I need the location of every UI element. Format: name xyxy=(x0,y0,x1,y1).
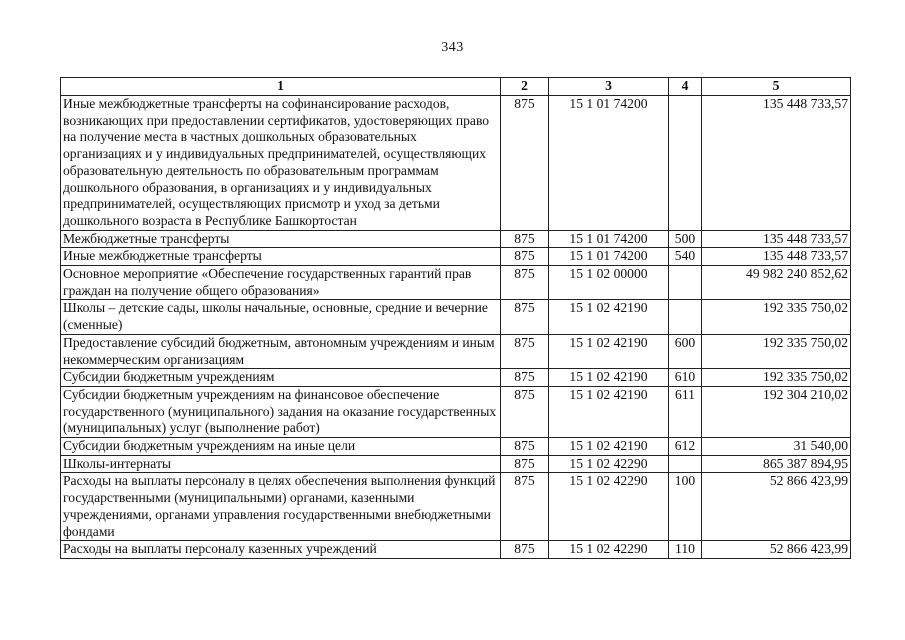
column-header-sum: 5 xyxy=(702,78,851,96)
table-row xyxy=(61,230,851,248)
row-sum: 31 540,00 xyxy=(702,438,851,456)
row-sum: 135 448 733,57 xyxy=(702,96,851,231)
row-vr: 610 xyxy=(669,369,702,387)
row-grbs: 875 xyxy=(501,96,549,231)
table-row xyxy=(61,455,851,473)
row-csr: 15 1 02 42190 xyxy=(549,386,669,437)
row-grbs: 875 xyxy=(501,438,549,456)
row-vr: 612 xyxy=(669,438,702,456)
row-csr: 15 1 02 42290 xyxy=(549,455,669,473)
row-csr: 15 1 02 42190 xyxy=(549,334,669,368)
row-grbs: 875 xyxy=(501,230,549,248)
row-name: Предоставление субсидий бюджетным, автономным учреждениям и иным некоммерческим организациям xyxy=(61,334,501,368)
row-name: Субсидии бюджетным учреждениям на иные цели xyxy=(61,438,501,456)
row-name: Расходы на выплаты персоналу в целях обеспечения выполнения функций государственными (муниципальными) органами, казенными учреждениями, органами управления государственными внебюджетными фондами xyxy=(61,473,501,541)
row-grbs: 875 xyxy=(501,300,549,334)
row-csr: 15 1 02 42290 xyxy=(549,473,669,541)
row-csr: 15 1 02 42190 xyxy=(549,438,669,456)
row-grbs: 875 xyxy=(501,473,549,541)
row-name: Расходы на выплаты персоналу казенных учреждений xyxy=(61,541,501,559)
budget-table xyxy=(60,77,851,559)
row-grbs: 875 xyxy=(501,248,549,266)
row-sum: 192 335 750,02 xyxy=(702,369,851,387)
row-grbs: 875 xyxy=(501,369,549,387)
row-grbs: 875 xyxy=(501,334,549,368)
column-header-csr: 3 xyxy=(549,78,669,96)
column-header-grbs: 2 xyxy=(501,78,549,96)
row-vr: 540 xyxy=(669,248,702,266)
row-grbs: 875 xyxy=(501,541,549,559)
row-grbs: 875 xyxy=(501,386,549,437)
page-number: 343 xyxy=(441,40,464,55)
row-csr: 15 1 01 74200 xyxy=(549,248,669,266)
row-name: Иные межбюджетные трансферты на софинансирование расходов, возникающих при предоставлении сертификатов, удостоверяющих право на получение места в частных дошкольных образовательных организациях и у индивидуальных предпринимателей, осуществляющих образовательную деятельность по образовательным программам дошкольного образования, в организациях и у индивидуальных предпринимателей, осуществляющих присмотр и уход за детьми дошкольного возраста в Республике Башкортостан xyxy=(61,96,501,231)
row-name: Субсидии бюджетным учреждениям xyxy=(61,369,501,387)
row-sum: 192 304 210,02 xyxy=(702,386,851,437)
row-vr: 500 xyxy=(669,230,702,248)
table-row xyxy=(61,386,851,437)
row-vr xyxy=(669,455,702,473)
table-row xyxy=(61,473,851,541)
row-sum: 52 866 423,99 xyxy=(702,473,851,541)
row-sum: 135 448 733,57 xyxy=(702,230,851,248)
table-row xyxy=(61,541,851,559)
row-name: Школы – детские сады, школы начальные, основные, средние и вечерние (сменные) xyxy=(61,300,501,334)
row-sum: 865 387 894,95 xyxy=(702,455,851,473)
row-vr: 611 xyxy=(669,386,702,437)
row-sum: 49 982 240 852,62 xyxy=(702,266,851,300)
row-csr: 15 1 01 74200 xyxy=(549,96,669,231)
row-sum: 192 335 750,02 xyxy=(702,334,851,368)
column-header-vr: 4 xyxy=(669,78,702,96)
table-row xyxy=(61,300,851,334)
row-sum: 135 448 733,57 xyxy=(702,248,851,266)
row-vr xyxy=(669,266,702,300)
row-csr: 15 1 02 00000 xyxy=(549,266,669,300)
column-header-name: 1 xyxy=(61,78,501,96)
row-name: Иные межбюджетные трансферты xyxy=(61,248,501,266)
row-vr: 600 xyxy=(669,334,702,368)
row-name: Основное мероприятие «Обеспечение государственных гарантий прав граждан на получение общего образования» xyxy=(61,266,501,300)
table-row xyxy=(61,334,851,368)
table-row xyxy=(61,96,851,231)
row-grbs: 875 xyxy=(501,455,549,473)
table-row xyxy=(61,248,851,266)
row-grbs: 875 xyxy=(501,266,549,300)
row-csr: 15 1 02 42290 xyxy=(549,541,669,559)
table-row xyxy=(61,266,851,300)
row-csr: 15 1 02 42190 xyxy=(549,300,669,334)
row-vr xyxy=(669,300,702,334)
table-row xyxy=(61,369,851,387)
row-name: Межбюджетные трансферты xyxy=(61,230,501,248)
row-vr xyxy=(669,96,702,231)
row-vr: 110 xyxy=(669,541,702,559)
row-name: Школы-интернаты xyxy=(61,455,501,473)
table-header-row xyxy=(61,78,851,96)
row-sum: 192 335 750,02 xyxy=(702,300,851,334)
row-vr: 100 xyxy=(669,473,702,541)
row-name: Субсидии бюджетным учреждениям на финансовое обеспечение государственного (муниципального) задания на оказание государственных (муниципальных) услуг (выполнение работ) xyxy=(61,386,501,437)
row-csr: 15 1 01 74200 xyxy=(549,230,669,248)
table-row xyxy=(61,438,851,456)
row-csr: 15 1 02 42190 xyxy=(549,369,669,387)
row-sum: 52 866 423,99 xyxy=(702,541,851,559)
